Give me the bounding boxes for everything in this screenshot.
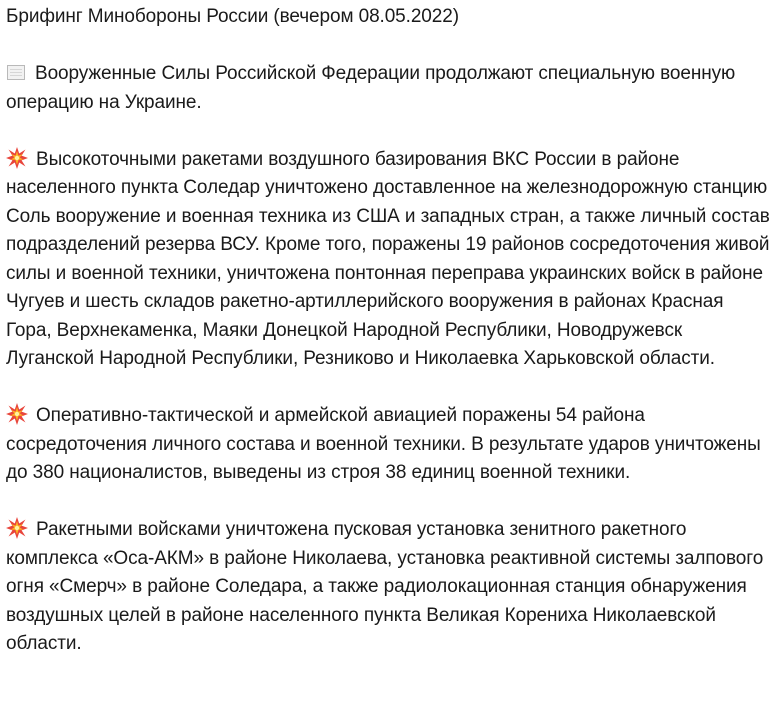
collision-icon: [6, 147, 28, 169]
paragraph-text: Оперативно-тактической и армейской авиацией поражены 54 района сосредоточения личного состава и военной техники. В результате ударов уничтожены до 380 националистов, выведены из строя 38 единиц военной техники.: [6, 405, 761, 483]
paragraph-intro: [6, 60, 771, 117]
document-icon: [7, 65, 25, 80]
paragraph-aerospace-forces: [6, 146, 771, 374]
paragraph-text: Высокоточными ракетами воздушного базирования ВКС России в районе населенного пункта Соледар уничтожено доставленное на железнодорожную станцию Соль вооружение и военная техника из США и западных стран, а также личный состав подразделений резерва ВСУ. Кроме того, поражены 19 районов сосредоточения живой силы и военной техники, уничтожена понтонная переправа украинских войск в районе Чугуев и шесть складов ракетно-артиллерийского вооружения в районах Красная Гора, Верхнекаменка, Маяки Донецкой Народной Республики, Новодружевск Луганской Народной Республики, Резниково и Николаевка Харьковской области.: [6, 148, 770, 369]
paragraph-text: Вооруженные Силы Российской Федерации продолжают специальную военную операцию на Украине.: [6, 63, 736, 113]
collision-icon: [6, 403, 28, 425]
paragraph-text: Ракетными войсками уничтожена пусковая установка зенитного ракетного комплекса «Оса-АКМ» в районе Николаева, установка реактивной системы залпового огня «Смерч» в районе Соледара, а также радиолокационная станция обнаружения воздушных целей в районе населенного пункта Великая Корениха Николаевской области.: [6, 519, 764, 654]
paragraph-aviation: [6, 402, 771, 488]
paragraph-missile-troops: [6, 516, 771, 659]
collision-icon: [6, 517, 28, 539]
post-title: Брифинг Минобороны России (вечером 08.05.2022): [6, 6, 459, 27]
